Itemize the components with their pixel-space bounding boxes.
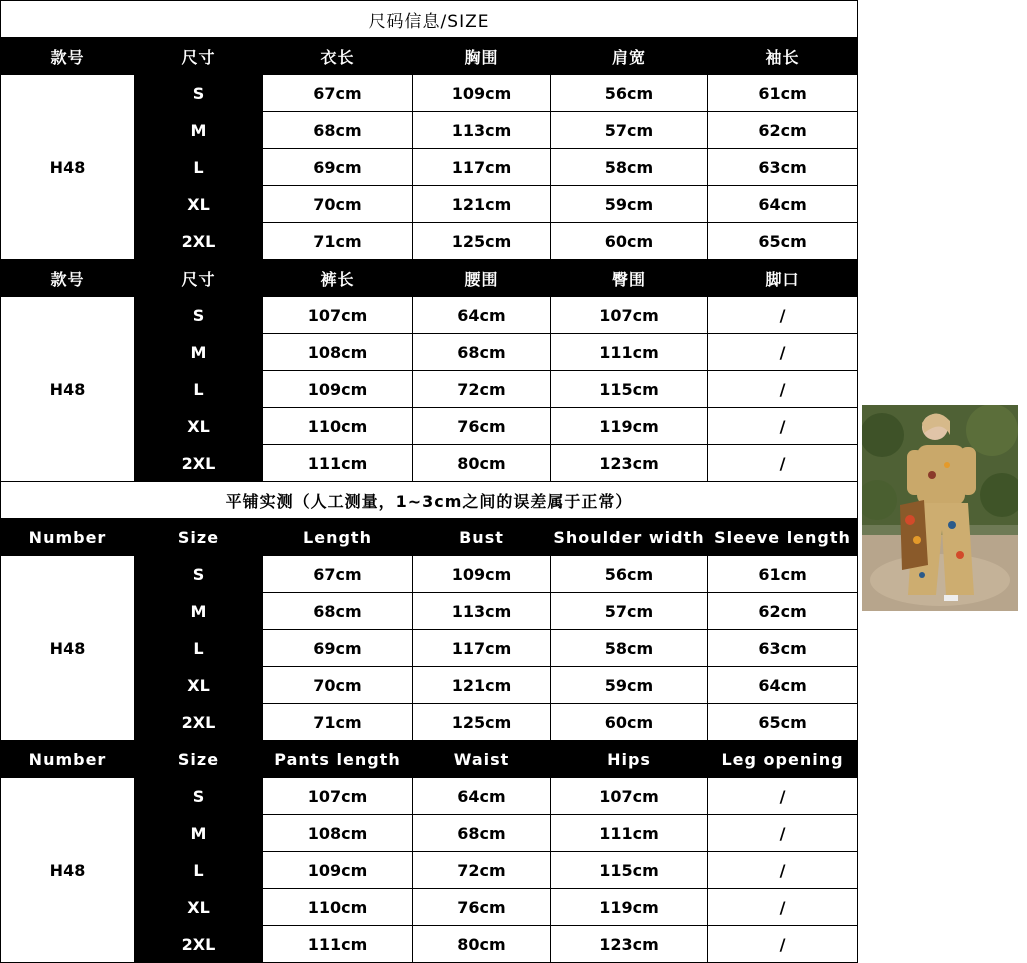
section-header-row [1,519,858,556]
measurement-cell: / [708,297,858,334]
header-col-2: 腰围 [413,260,551,297]
header-col-3: Hips [551,741,708,778]
header-size: Size [135,741,263,778]
measurement-cell: 109cm [413,75,551,112]
measurement-cell: 111cm [551,334,708,371]
measurement-cell: 67cm [263,75,413,112]
style-number: H48 [1,778,135,963]
measurement-cell: 115cm [551,371,708,408]
size-label: 2XL [135,704,263,741]
header-style-no: 款号 [1,260,135,297]
measurement-cell: 113cm [413,593,551,630]
table-row [1,297,858,334]
size-label: XL [135,408,263,445]
table-row [1,556,858,593]
header-size: 尺寸 [135,38,263,75]
chart-title: 尺码信息/SIZE [1,1,858,38]
measurement-cell: / [708,889,858,926]
header-col-4: Leg opening [708,741,858,778]
measurement-cell: 125cm [413,223,551,260]
measurement-cell: 117cm [413,630,551,667]
measurement-cell: 123cm [551,445,708,482]
measurement-cell: / [708,408,858,445]
measurement-cell: 68cm [263,593,413,630]
measurement-cell: 65cm [708,223,858,260]
measurement-cell: 111cm [263,445,413,482]
section-header-row [1,741,858,778]
measurement-cell: 125cm [413,704,551,741]
measurement-cell: 57cm [551,593,708,630]
measurement-cell: 115cm [551,852,708,889]
measurement-cell: 109cm [413,556,551,593]
measurement-cell: 59cm [551,667,708,704]
measurement-cell: 61cm [708,75,858,112]
measurement-cell: 108cm [263,815,413,852]
measurement-cell: 57cm [551,112,708,149]
measurement-cell: 58cm [551,630,708,667]
note-row [1,482,858,519]
measurement-cell: / [708,815,858,852]
measurement-cell: 64cm [413,778,551,815]
header-col-1: 裤长 [263,260,413,297]
header-col-1: Pants length [263,741,413,778]
section-header-row [1,260,858,297]
size-label: M [135,815,263,852]
size-label: L [135,852,263,889]
measurement-cell: 64cm [708,667,858,704]
table-row [1,75,858,112]
measurement-cell: 59cm [551,186,708,223]
measurement-cell: 121cm [413,667,551,704]
section-header-row [1,38,858,75]
size-label: S [135,75,263,112]
measurement-cell: 62cm [708,112,858,149]
size-label: S [135,556,263,593]
measurement-cell: 64cm [708,186,858,223]
header-col-4: 脚口 [708,260,858,297]
measurement-cell: 110cm [263,889,413,926]
header-col-4: Sleeve length [708,519,858,556]
size-label: XL [135,889,263,926]
measurement-cell: / [708,852,858,889]
measurement-cell: 107cm [263,778,413,815]
measurement-cell: 111cm [263,926,413,963]
measurement-cell: 107cm [551,778,708,815]
measurement-cell: 62cm [708,593,858,630]
measurement-cell: 65cm [708,704,858,741]
title-row [1,1,858,38]
header-size: 尺寸 [135,260,263,297]
measurement-cell: 67cm [263,556,413,593]
header-col-4: 袖长 [708,38,858,75]
measurement-cell: 68cm [413,815,551,852]
measurement-cell: / [708,926,858,963]
measurement-cell: 68cm [263,112,413,149]
size-label: S [135,778,263,815]
measurement-cell: 76cm [413,889,551,926]
measurement-cell: 61cm [708,556,858,593]
measurement-cell: 72cm [413,852,551,889]
measurement-cell: 63cm [708,630,858,667]
measurement-cell: 69cm [263,149,413,186]
size-label: M [135,334,263,371]
size-label: M [135,112,263,149]
measurement-cell: 108cm [263,334,413,371]
measurement-cell: 110cm [263,408,413,445]
measurement-cell: 113cm [413,112,551,149]
measurement-cell: 60cm [551,223,708,260]
size-label: 2XL [135,926,263,963]
measurement-cell: 121cm [413,186,551,223]
size-label: XL [135,667,263,704]
header-style-no: Number [1,519,135,556]
measurement-cell: 63cm [708,149,858,186]
measurement-cell: 80cm [413,926,551,963]
measurement-cell: 119cm [551,889,708,926]
measurement-cell: 107cm [263,297,413,334]
header-style-no: 款号 [1,38,135,75]
measurement-cell: / [708,334,858,371]
measurement-cell: 70cm [263,186,413,223]
header-col-3: 臀围 [551,260,708,297]
size-label: M [135,593,263,630]
measurement-cell: 70cm [263,667,413,704]
measurement-cell: 107cm [551,297,708,334]
size-label: XL [135,186,263,223]
measurement-cell: 119cm [551,408,708,445]
measurement-cell: 123cm [551,926,708,963]
header-col-1: Length [263,519,413,556]
measurement-cell: 60cm [551,704,708,741]
size-label: 2XL [135,223,263,260]
measurement-cell: 71cm [263,223,413,260]
header-col-1: 衣长 [263,38,413,75]
header-size: Size [135,519,263,556]
measurement-cell: 58cm [551,149,708,186]
measurement-cell: 68cm [413,334,551,371]
measurement-cell: / [708,371,858,408]
header-col-2: 胸围 [413,38,551,75]
measurement-cell: 80cm [413,445,551,482]
header-col-2: Waist [413,741,551,778]
size-label: L [135,149,263,186]
measurement-cell: / [708,445,858,482]
product-photo [862,405,1018,611]
style-number: H48 [1,556,135,741]
style-number: H48 [1,75,135,260]
size-label: L [135,630,263,667]
measurement-cell: 109cm [263,852,413,889]
header-col-3: Shoulder width [551,519,708,556]
header-col-3: 肩宽 [551,38,708,75]
measurement-cell: 64cm [413,297,551,334]
measurement-cell: 72cm [413,371,551,408]
measurement-cell: 117cm [413,149,551,186]
table-row [1,778,858,815]
size-label: 2XL [135,445,263,482]
header-col-2: Bust [413,519,551,556]
measurement-cell: 71cm [263,704,413,741]
measurement-cell: 69cm [263,630,413,667]
header-style-no: Number [1,741,135,778]
measurement-note: 平铺实测（人工测量，1~3cm之间的误差属于正常） [1,482,858,519]
size-label: L [135,371,263,408]
measurement-cell: 76cm [413,408,551,445]
measurement-cell: 56cm [551,75,708,112]
measurement-cell: / [708,778,858,815]
measurement-cell: 111cm [551,815,708,852]
style-number: H48 [1,297,135,482]
measurement-cell: 56cm [551,556,708,593]
measurement-cell: 109cm [263,371,413,408]
size-label: S [135,297,263,334]
